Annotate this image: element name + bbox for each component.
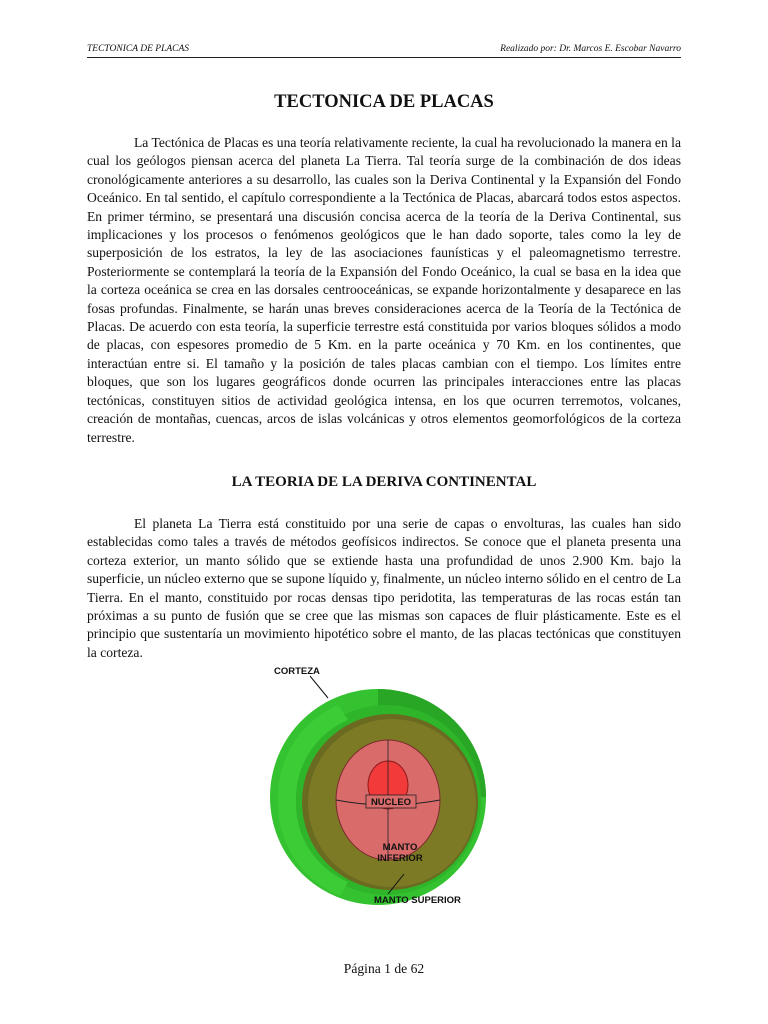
manto-superior-label: MANTO SUPERIOR <box>374 895 461 906</box>
section-heading: LA TEORIA DE LA DERIVA CONTINENTAL <box>231 474 537 490</box>
corteza-label: CORTEZA <box>274 666 320 677</box>
body-paragraph: El planeta La Tierra está constituido por una serie de capas o envolturas, las cuales han sido establecidas como tales a través de métodos geofísicos indirectos. Se conoce que el planeta presenta una corteza exterior, un manto sólido que se extiende hasta una profundidad de unos 2.900 Km. bajo la superficie, un núcleo externo que se supone líquido y, finalmente, un núcleo interno sólido en el centro de La Tierra. En el manto, constituido por rocas densas tipo peridotita, las temperaturas de las rocas están tan próximas a su punto de fusión que se cree que las mismas son capaces de fluir plásticamente. Este es el principio que sustentaría un movimiento hipotético sobre el manto, de las placas tectónicas que constituyen la corteza. <box>87 516 681 660</box>
header-right: Realizado por: Dr. Marcos E. Escobar Navarro <box>500 44 681 54</box>
page-title: TECTONICA DE PLACAS <box>274 92 494 112</box>
page-number: Página 1 de 62 <box>343 961 425 976</box>
manto-inferior-label-1: MANTO <box>382 842 418 853</box>
nucleo-label: NUCLEO <box>370 797 412 808</box>
page-header <box>87 44 681 58</box>
corteza-pointer <box>310 676 328 698</box>
earth-layers-figure <box>248 660 518 910</box>
earth-layers-diagram <box>248 660 518 910</box>
intro-paragraph: La Tectónica de Placas es una teoría relativamente reciente, la cual ha revolucionado la manera en la cual los geólogos piensan acerca del planeta La Tierra. Tal teoría surge de la combinación de dos ideas cronológicamente anteriores a su desarrollo, las cuales son la Deriva Continental y la Expansión del Fondo Oceánico. En tal sentido, el capítulo correspondiente a la Tectónica de Placas, abarcará todos estos aspectos. En primer término, se presentará una discusión concisa acerca de la teoría de la Deriva Continental, sus implicaciones y los procesos o fenómenos geológicos que le han dado soporte, tales como la ley de superposición de los estratos, la ley de las asociaciones faunísticas y el paleomagnetismo terrestre. Posteriormente se contemplará la teoría de la Expansión del Fondo Oceánico, la cual se basa en la idea que la corteza oceánica se crea en las dorsales centrooceánicas, se expande horizontalmente y desaparece en las fosas profundas. Finalmente, se harán unas breves consideraciones acerca de la Teoría de la Tectónica de Placas. De acuerdo con esta teoría, la superficie terrestre está constituida por varios bloques sólidos a modo de placas, con espesores promedio de 5 Km. en la parte oceánica y 70 Km. en los continentes, que interactúan entre si. El tamaño y la posición de tales placas cambian con el tiempo. Los límites entre bloques, que son los lugares geográficos donde ocurren las principales interacciones entre las placas tectónicas, constituyen sitios de actividad geológica intensa, en los que ocurren terremotos, volcanes, creación de montañas, cuencas, arcos de islas volcánicas y otros elementos geomorfológicos de la corteza terrestre. <box>87 135 681 445</box>
header-left: TECTONICA DE PLACAS <box>87 44 190 54</box>
manto-inferior-label-2: INFERIOR <box>377 853 423 864</box>
